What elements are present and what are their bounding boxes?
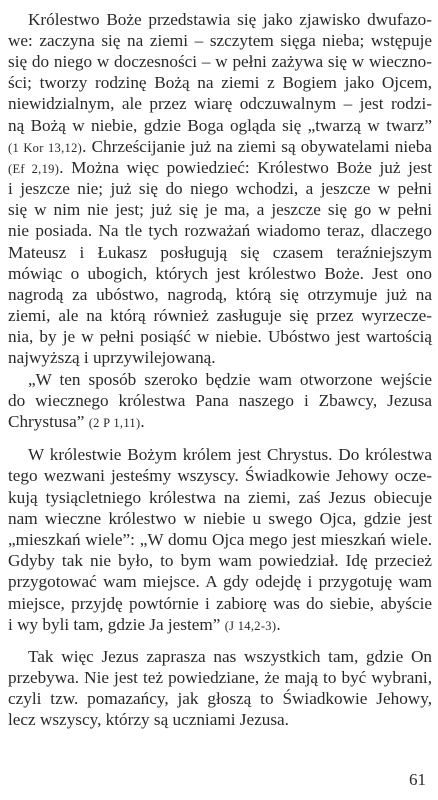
text-span: .	[276, 615, 281, 634]
text-span: .	[140, 412, 145, 431]
text-line: nagrodą za ubóstwo, nagrodą, którą się otrzymuje już na	[8, 285, 432, 304]
text-line: ści; tworzy rodzinę Bożą na ziemi z Bogiem jako Ojcem,	[8, 73, 432, 92]
text-line: Królestwo Boże przedstawia się jako zjawisko dwufazo-	[28, 10, 432, 29]
text-line: do wiecznego królestwa Pana naszego i Zbawcy, Jezusa	[8, 391, 432, 410]
text-line: lecz wszyscy, którzy są uczniami Jezusa.	[8, 710, 289, 729]
text-line	[8, 412, 432, 433]
text-line: Gdyby tak nie było, to bym wam powiedział. Idę przecież	[8, 551, 432, 570]
text-line: się w nim nie jest; już się je ma, a jeszcze się go w pełni	[8, 200, 432, 219]
text-line: kują tysiącletniego królestwa na ziemi, zaś Jezus obiecuje	[8, 488, 432, 507]
citation: (1 Kor 13,12)	[8, 141, 83, 155]
text-line: ną Bożą w niebie, gdzie Boga ogląda się „twarzą w twarz”	[8, 116, 432, 135]
citation: (2 P 1,11)	[88, 416, 141, 430]
text-line	[8, 615, 432, 636]
text-line: ziemi, ale na którą również zasługuje się przez wyrzecze-	[8, 306, 432, 325]
text-line: tego wezwani jesteśmy wszyscy. Świadkowie Jehowy ocze-	[8, 466, 432, 485]
text-line: i jeszcze nie; już się do niego wchodzi, a jeszcze w pełni	[8, 179, 432, 198]
page-number: 61	[409, 770, 426, 789]
text-line: Mateusz i Łukasz posługują się czasem teraźniejszym	[8, 243, 432, 262]
citation: (J 14,2-3)	[224, 619, 277, 633]
text-line: nam wieczne królestwo w niebie u swego Ojca, gdzie jest	[8, 509, 432, 528]
text-span: Chrystusa”	[8, 412, 85, 431]
text-line: „mieszkań wiele”: „W domu Ojca mego jest mieszkań wiele.	[8, 530, 432, 549]
text-line: Tak więc Jezus zaprasza nas wszystkich tam, gdzie On	[28, 647, 432, 666]
text-line: „W ten sposób szeroko będzie wam otworzone wejście	[28, 370, 432, 389]
text-line: przebywa. Nie jest też powiedziane, że mają to być wybrani,	[8, 668, 432, 687]
text-line	[8, 137, 432, 158]
text-line: miejsce, przyjdę powtórnie i zabiorę was do siebie, abyście	[8, 594, 432, 613]
text-line: się do niego w doczesności – w pełni zażywa się w wieczno-	[8, 52, 432, 71]
text-line: W królestwie Bożym królem jest Chrystus. Do królestwa	[28, 445, 432, 464]
text-line: niewidzialnym, ale przez wiarę odczuwalnym – jest rodzi-	[8, 94, 432, 113]
text-span: i wy byli tam, gdzie Ja jestem”	[8, 615, 221, 634]
text-line	[8, 158, 432, 179]
text-span: . Można więc powiedzieć: Królestwo Boże już jest	[59, 158, 432, 177]
text-line: nie posiada. Na tle tych rozważań wiadomo teraz, dlaczego	[8, 221, 432, 240]
text-line: czyli tzw. pomazańcy, jak głoszą to Świadkowie Jehowy,	[8, 689, 432, 708]
citation: (Ef 2,19)	[8, 162, 60, 176]
text-line: przygotować wam miejsce. A gdy odejdę i przygotuję wam	[8, 572, 432, 591]
text-line: mówiąc o ubogich, których jest królestwo Boże. Jest ono	[8, 264, 432, 283]
text-line: we: zaczyna się na ziemi – szczytem sięga nieba; wstępuje	[8, 31, 432, 50]
text-line: nia, by je w pełni posiąść w niebie. Ubóstwo jest wartością	[8, 327, 432, 346]
text-line: najwyższą i uprzywilejowaną.	[8, 348, 216, 367]
text-span: . Chrześcijanie już na ziemi są obywatelami nieba	[82, 137, 432, 156]
